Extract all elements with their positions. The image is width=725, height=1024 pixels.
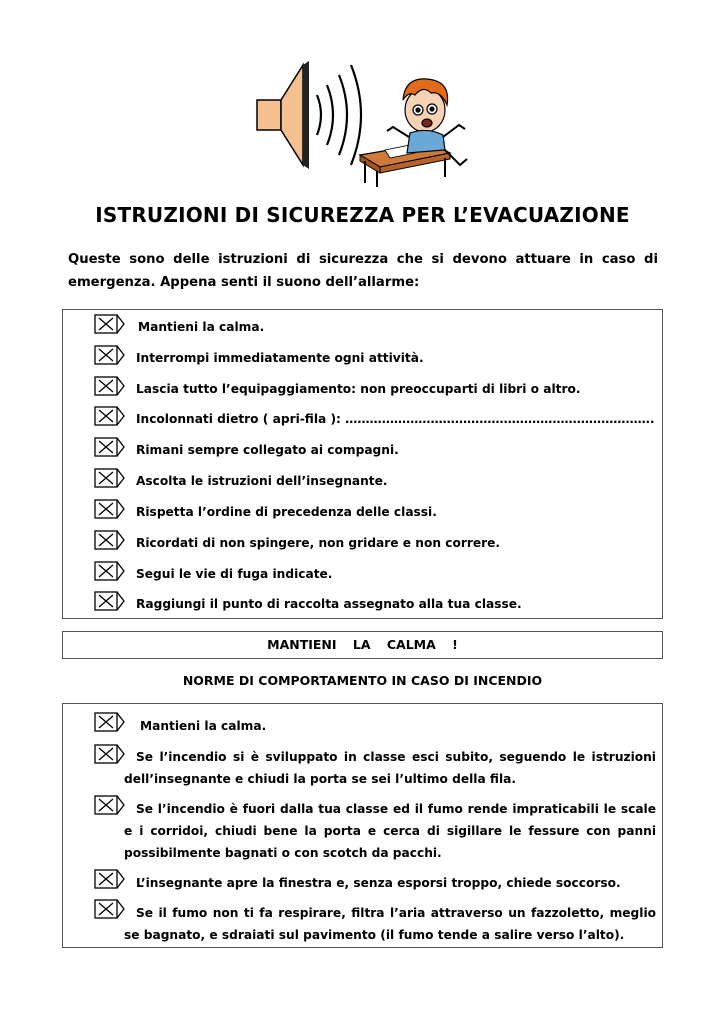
checkbox-x-icon [94,437,126,457]
calm-banner: MANTIENI LA CALMA ! [62,631,663,659]
checkbox-x-icon [94,345,126,365]
sound-waves-icon [317,65,361,165]
checkbox-x-icon [94,468,126,488]
checklist-item: Interrompi immediatamente ogni attività. [136,351,424,365]
fire-rule-4: L’insegnante apre la finestra e, senza esporsi troppo, chiede soccorso. [136,876,621,890]
checklist-item: Rispetta l’ordine di precedenza delle classi. [136,505,437,519]
checklist-item: Ricordati di non spingere, non gridare e non correre. [136,536,501,550]
checklist-item: Lascia tutto l’equipaggiamento: non preoccuparti di libri o altro. [136,382,581,396]
checklist-item: Mantieni la calma. [138,320,265,334]
fire-rule-2: Se l’incendio si è sviluppato in classe esci subito, seguendo le istruzioni dell’insegnante e chiudi la porta se sei l’ultimo della fila. [124,750,656,786]
fire-rule-1: Mantieni la calma. [140,719,267,733]
checkbox-x-icon [94,530,126,550]
checkbox-x-icon [94,712,126,732]
fire-rule-3: Se l’incendio è fuori dalla tua classe ed il fumo rende impraticabili le scale e i corridoi, chiudi bene la porta e cerca di sigillare le fessure con panni possibilmente bagnati o con scotch da pacchi. [124,802,656,860]
checkbox-x-icon [94,869,126,889]
checkbox-x-icon [94,899,126,919]
checklist-item: Incolonnati dietro ( apri-fila ): …………………………………………………………………. [136,412,655,426]
checkbox-x-icon [94,406,126,426]
checkbox-x-icon [94,795,126,815]
checkbox-x-icon [94,376,126,396]
checklist-item: Segui le vie di fuga indicate. [136,567,333,581]
fire-rule-5: Se il fumo non ti fa respirare, filtra l’aria attraverso un fazzoletto, meglio se bagnato, e sdraiati sul pavimento (il fumo tende a salire verso l’alto). [124,906,656,942]
speaker-icon [257,61,309,169]
checkbox-x-icon [94,591,126,611]
checkbox-x-icon [94,744,126,764]
checklist-item: Ascolta le istruzioni dell’insegnante. [136,474,388,488]
checkbox-x-icon [94,314,126,334]
checklist-item: Rimani sempre collegato ai compagni. [136,443,399,457]
alarm-illustration [255,55,470,190]
checklist-item: Raggiungi il punto di raccolta assegnato alla tua classe. [136,597,522,611]
page-title: ISTRUZIONI DI SICUREZZA PER L’EVACUAZIONE [95,203,630,227]
fire-rules-heading: NORME DI COMPORTAMENTO IN CASO DI INCENDIO [182,673,543,688]
checkbox-x-icon [94,499,126,519]
intro-paragraph: Queste sono delle istruzioni di sicurezza che si devono attuare in caso di emergenza. Appena senti il suono dell’allarme: [68,252,658,290]
checkbox-x-icon [94,561,126,581]
